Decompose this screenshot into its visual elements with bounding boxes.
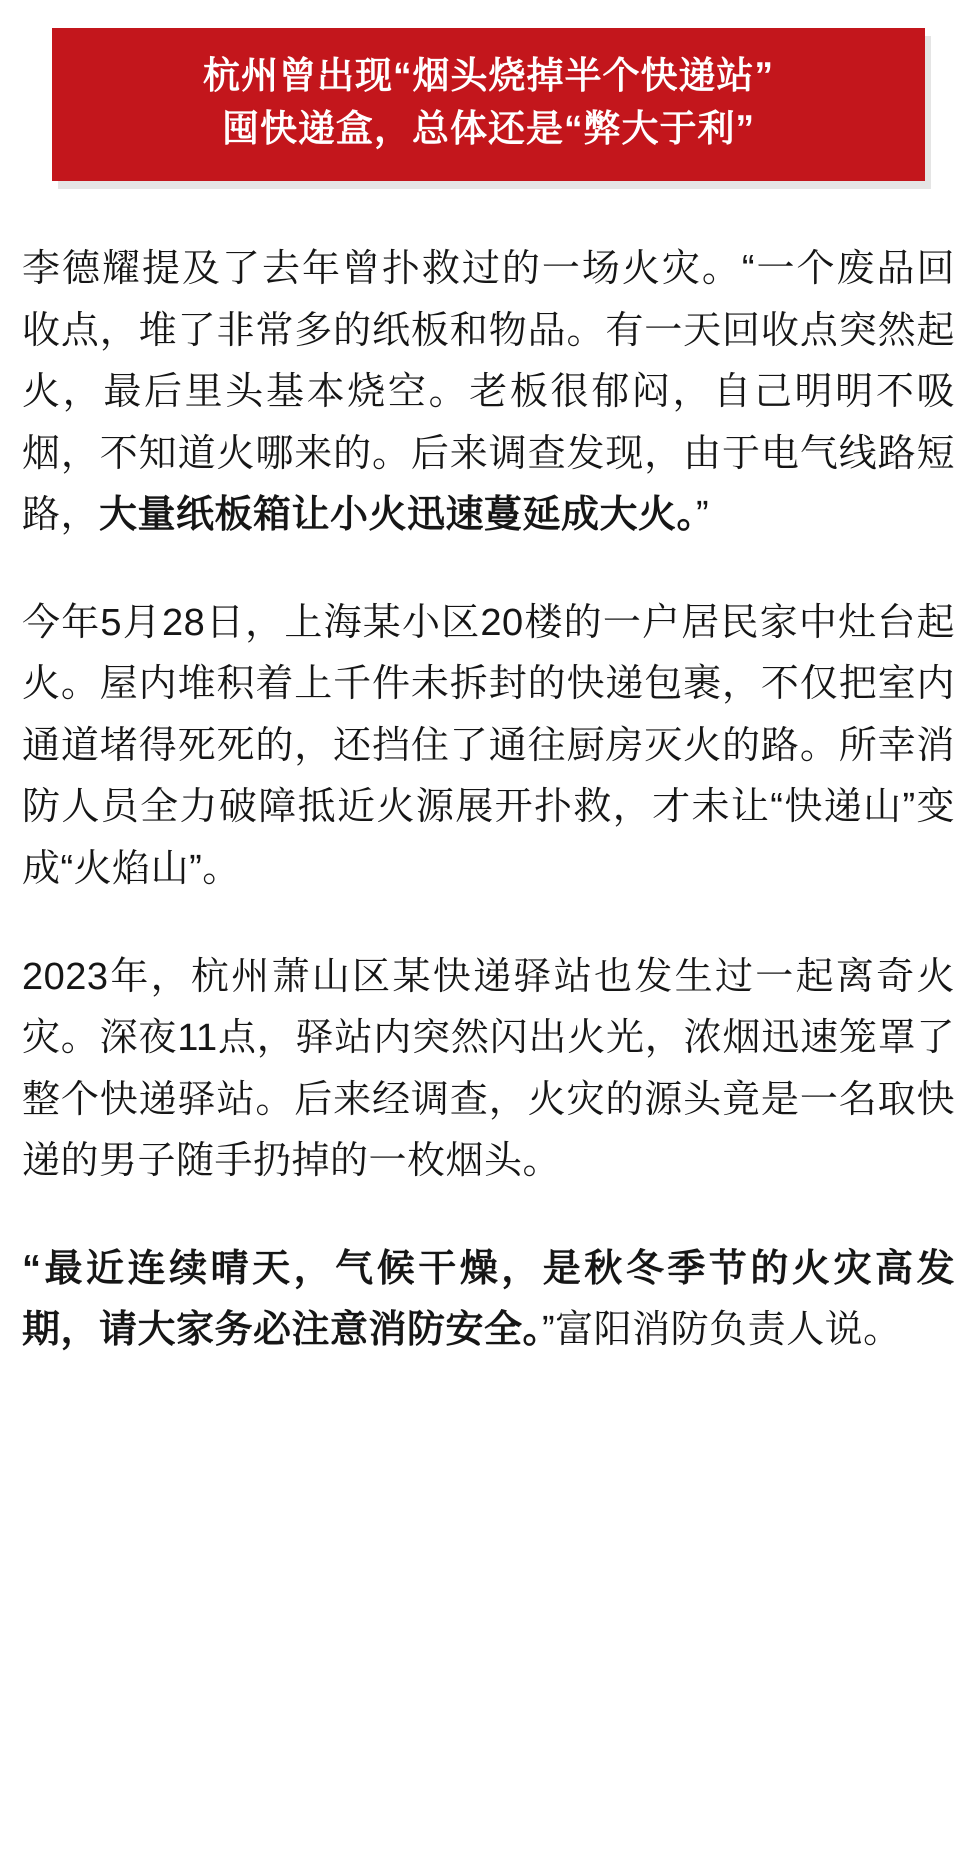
text-run: 李德耀提及了去年曾扑救过的一场火灾。“一个废品回收点，堆了非常多的纸板和物品。有一天回收点突然起火，最后里头基本烧空。老板很郁闷，自己明明不吸烟，不知道火哪来的。后来调查发现，由于电气线路短路， [22,248,955,537]
paragraph-3 [22,947,955,1193]
emphasis-run: 大量纸板箱让小火迅速蔓延成大火。 [99,494,697,537]
paragraph-2 [22,593,955,901]
article-body [0,181,977,1362]
emphasis-run: “最近连续晴天，气候干燥，是秋冬季节的火灾高发期，请大家务必注意消防安全。 [22,1247,955,1352]
headline-line-1: 杭州曾出现“烟头烧掉半个快递站” [203,55,774,96]
text-run: ”富阳消防负责人说。 [542,1309,902,1352]
text-run: 今年5月28日，上海某小区20楼的一户居民家中灶台起火。屋内堆积着上千件未拆封的快递包裹，不仅把室内通道堵得死死的，还挡住了通往厨房灭火的路。所幸消防人员全力破障抵近火源展开扑救，才未让“快递山”变成“火焰山”。 [22,601,955,890]
text-run: ” [696,494,710,537]
paragraph-4 [22,1239,955,1362]
text-run: 2023年，杭州萧山区某快递驿站也发生过一起离奇火灾。深夜11点，驿站内突然闪出火光，浓烟迅速笼罩了整个快递驿站。后来经调查，火灾的源头竟是一名取快递的男子随手扔掉的一枚烟头。 [22,955,955,1183]
paragraph-1 [22,239,955,547]
headline-banner-container [0,0,977,181]
headline-line-2: 囤快递盒，总体还是“弊大于利” [222,107,755,149]
headline-banner [52,28,925,181]
